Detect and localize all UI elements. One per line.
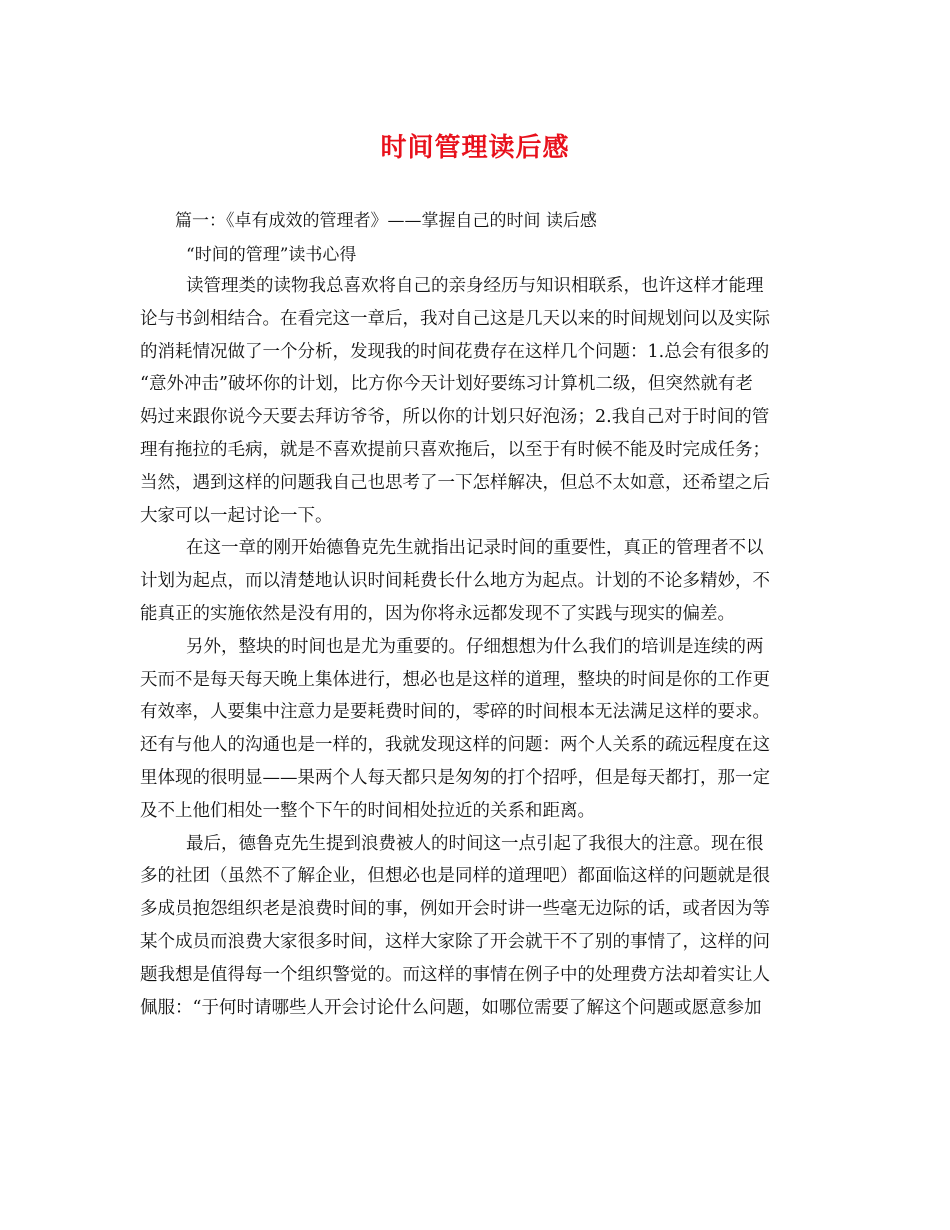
paragraph-line: 还有与他人的沟通也是一样的，我就发现这样的问题：两个人关系的疏远程度在这 xyxy=(140,735,770,756)
body-text xyxy=(140,270,815,1024)
paragraph-line: 及不上他们相处一整个下午的时间相处拉近的关系和距离。 xyxy=(140,800,595,821)
paragraph-line: 题我想是值得每一个组织警觉的。而这样的事情在例子中的处理费方法却着实让人 xyxy=(140,964,770,985)
article-heading: 篇一：《卓有成效的管理者》——掌握自己的时间 读后感 xyxy=(175,211,597,231)
paragraph-line: 大家可以一起讨论一下。 xyxy=(140,505,333,526)
paragraph-line: 里体现的很明显——果两个人每天都只是匆匆的打个招呼，但是每天都打，那一定 xyxy=(140,767,770,788)
paragraph-line: 的消耗情况做了一个分析，发现我的时间花费存在这样几个问题：1.总会有很多的 xyxy=(140,341,770,362)
paragraph-line: 当然，遇到这样的问题我自己也思考了一下怎样解决，但总不太如意，还希望之后 xyxy=(140,472,770,493)
paragraph-line: 能真正的实施依然是没有用的，因为你将永远都发现不了实践与现实的偏差。 xyxy=(140,603,735,624)
paragraph-line: 妈过来跟你说今天要去拜访爷爷，所以你的计划只好泡汤；2.我自己对于时间的管 xyxy=(140,407,770,428)
paragraph-line: 计划为起点，而以清楚地认识时间耗费长什么地方为起点。计划的不论多精妙，不 xyxy=(140,571,770,592)
paragraph-line: 另外，整块的时间也是尤为重要的。仔细想想为什么我们的培训是连续的两 xyxy=(186,636,764,657)
paragraph-line: 有效率，人要集中注意力是要耗费时间的，零碎的时间根本无法满足这样的要求。 xyxy=(140,702,770,723)
paragraph-line: 某个成员而浪费大家很多时间，这样大家除了开会就干不了别的事情了，这样的问 xyxy=(140,931,770,952)
paragraph-line: 多的社团（虽然不了解企业，但想必也是同样的道理吧）都面临这样的问题就是很 xyxy=(140,866,770,887)
paragraph-line: 论与书剑相结合。在看完这一章后，我对自己这是几天以来的时间规划问以及实际 xyxy=(140,308,770,329)
paragraph-line: 佩服：“于何时请哪些人开会讨论什么问题，如哪位需要了解这个问题或愿意参加 xyxy=(140,997,762,1018)
paragraph-line: 天而不是每天每天晚上集体进行，想必也是这样的道理，整块的时间是你的工作更 xyxy=(140,669,770,690)
paragraph-line: 读管理类的读物我总喜欢将自己的亲身经历与知识相联系，也许这样才能理 xyxy=(186,276,764,296)
paragraph-line: 多成员抱怨组织老是浪费时间的事，例如开会时讲一些毫无边际的话，或者因为等 xyxy=(140,899,770,920)
paragraph-line: 最后，德鲁克先生提到浪费被人的时间这一点引起了我很大的注意。现在很 xyxy=(186,833,764,854)
paragraph-line: 在这一章的刚开始德鲁克先生就指出记录时间的重要性，真正的管理者不以 xyxy=(186,538,764,559)
paragraph-line: 理有拖拉的毛病，就是不喜欢提前只喜欢拖后，以至于有时候不能及时完成任务； xyxy=(140,439,770,460)
article-subheading: “时间的管理”读书心得 xyxy=(186,245,357,265)
document-title: 时间管理读后感 xyxy=(380,133,570,163)
paragraph-line: “意外冲击”破坏你的计划，比方你今天计划好要练习计算机二级，但突然就有老 xyxy=(140,374,753,395)
